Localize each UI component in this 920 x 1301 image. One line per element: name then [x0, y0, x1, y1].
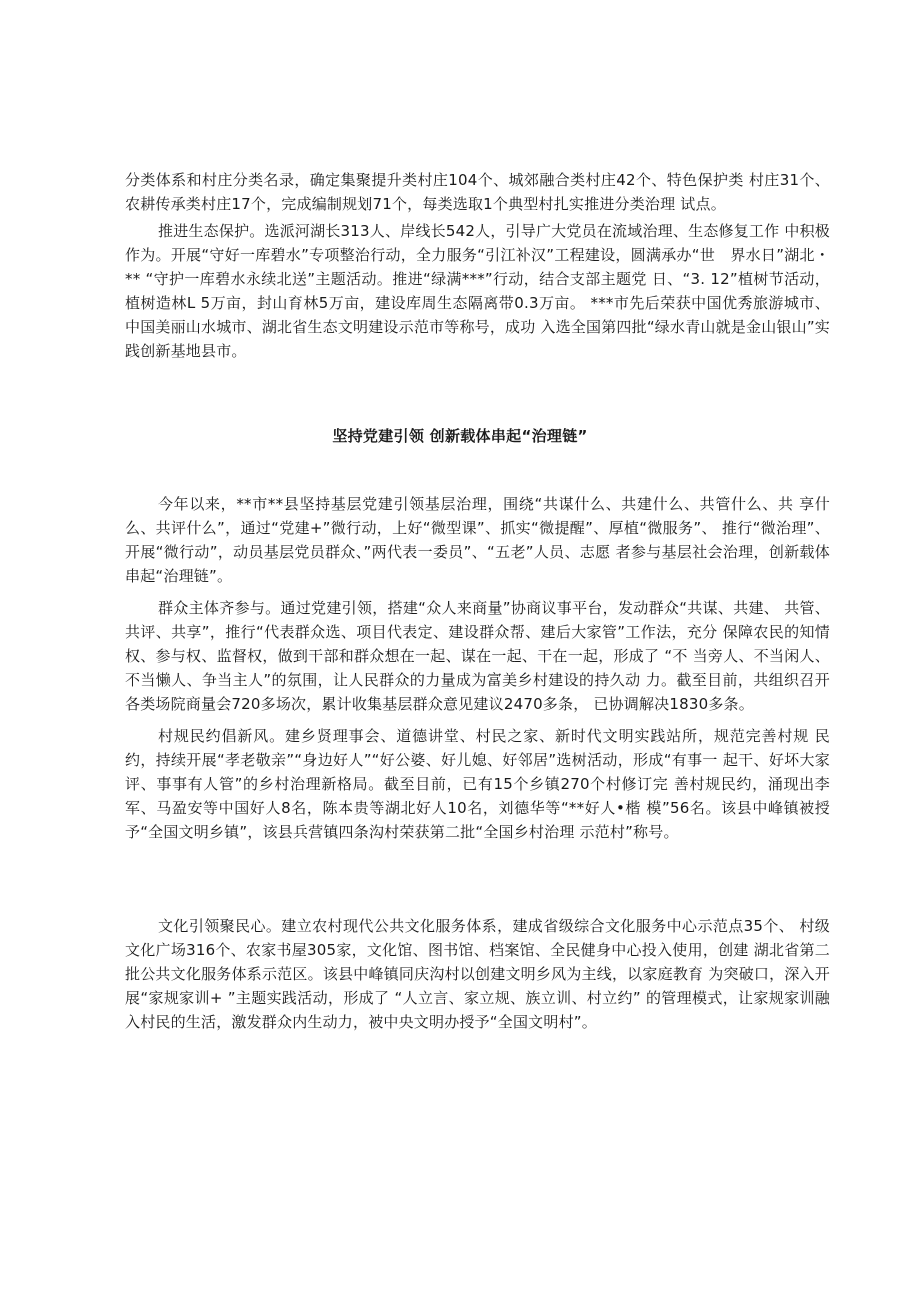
paragraph-party-building-intro: 今年以来，**市**县坚持基层党建引领基层治理，围绕“共谋什么、共建什么、共管什么、共 享什么、共评什么”，通过“党建+”微行动，上好“微型课”、抓实“微提醒”、厚植“微服务”、 推行“微治理”、开展“微行动”，动员基层党员群众、”两代表一委员”、“五老”人员、志愿 者参与基层社会治理，创新载体串起“治理链”。 — [125, 495, 830, 585]
paragraph-culture-guidance: 文化引领聚民心。建立农村现代公共文化服务体系，建成省级综合文化服务中心示范点35个、 村级文化广场316个、农家书屋305家，文化馆、图书馆、档案馆、全民健身中心投入使用，创建 湖北省第二批公共文化服务体系示范区。该县中峰镇同庆沟村以创建文明乡风为主线，以家庭教育 为突破口，深入开展“家规家训+ ”主题实践活动，形成了 “人立言、家立规、族立训、村立约” 的管理模式，让家规家训融入村民的生活，激发群众内生动力，被中央文明办授予“全国文明村”。 — [125, 917, 830, 1031]
paragraph-village-rules: 村规民约倡新风。建乡贤理事会、道德讲堂、村民之家、新时代文明实践站所，规范完善村规 民约，持续开展“孝老敬亲”“身边好人”“好公婆、好儿媳、好邻居”选树活动，形成“有事一 起干、好坏大家评、事事有人管”的乡村治理新格局。截至目前，已有15个乡镇270个村修订完 善村规民约，涌现出李军、马盈安等中国好人8名，陈本贵等湖北好人10名，刘德华等“**好人•楷 模”56名。该县中峰镇被授予“全国文明乡镇”，该县兵营镇四条沟村荣获第二批“全国乡村治理 示范村”称号。 — [125, 727, 830, 841]
paragraph-mass-participation: 群众主体齐参与。通过党建引领，搭建“众人来商量”协商议事平台，发动群众“共谋、共建、 共管、共评、共享”，推行“代表群众选、项目代表定、建设群众帮、建后大家管”工作法，充分 保障农民的知情权、参与权、监督权，做到干部和群众想在一起、谋在一起、干在一起，形成了 “不 当旁人、不当闲人、不当懒人、争当主人”的氛围，让人民群众的力量成为富美乡村建设的持久动 力。截至目前，共组织召开各类场院商量会720多场次，累计收集基层群众意见建议2470多条， 已协调解决1830多条。 — [125, 599, 830, 713]
paragraph-village-classification: 分类体系和村庄分类名录，确定集聚提升类村庄104个、城郊融合类村庄42个、特色保护类 村庄31个、农耕传承类村庄17个，完成编制规划71个，每类选取1个典型村扎实推进分类治理 试点。 — [125, 171, 830, 213]
paragraph-ecological-protection: 推进生态保护。选派河湖长313人、岸线长542人，引导广大党员在流域治理、生态修复工作 中积极作为。开展“守好一库碧水”专项整治行动，全力服务“引江补汉”工程建设，圆满承办“世 界水日”湖北・** “守护一库碧水永续北送”主题活动。推进“绿满***”行动，结合支部主题党 日、“3. 12”植树节活动，植树造林L 5万亩，封山育林5万亩，建设库周生态隔离带0.3万亩。 ***市先后荣获中国优秀旅游城市、中国美丽山水城市、湖北省生态文明建设示范市等称号，成功 入选全国第四批“绿水青山就是金山银山”实践创新基地县市。 — [125, 222, 830, 360]
section-heading: 坚持党建引领 创新载体串起“治理链” — [332, 427, 588, 445]
